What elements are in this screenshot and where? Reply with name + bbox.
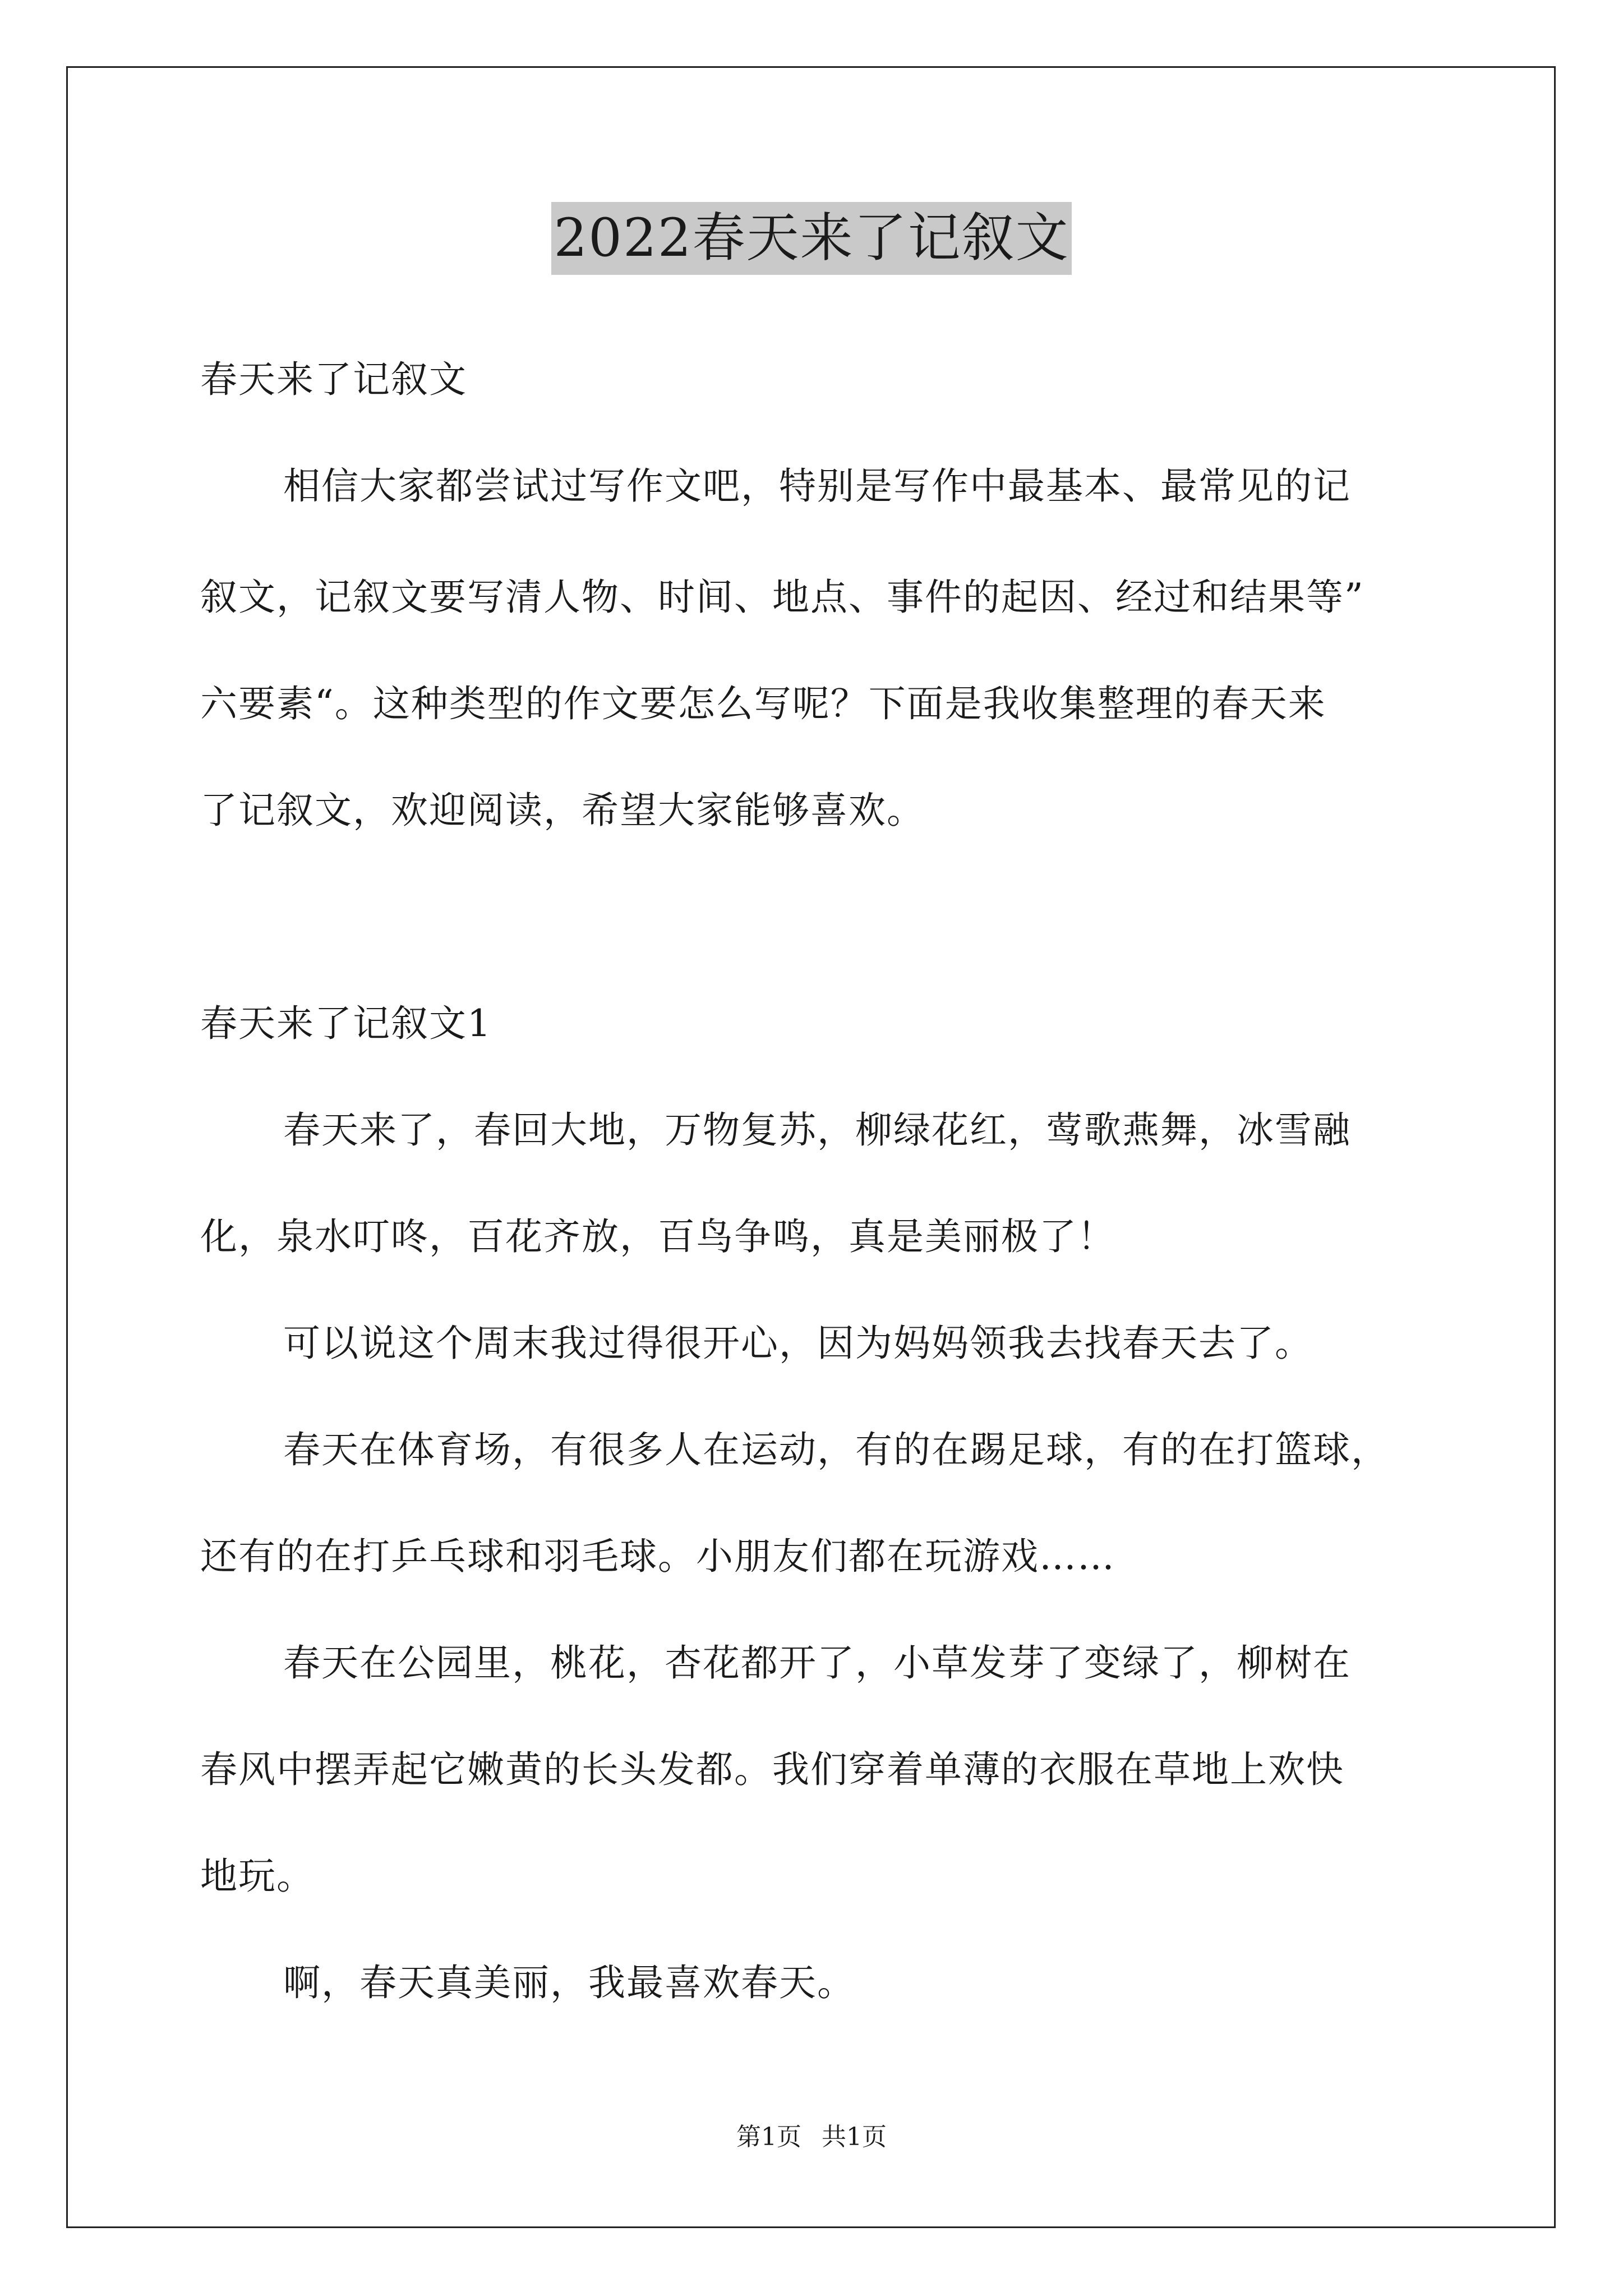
document-title: 2022春天来了记叙文 [551,202,1071,275]
paragraph-line: 春天在公园里，桃花，杏花都开了，小草发芽了变绿了，柳树在 [283,1641,1351,1685]
paragraph-line: 可以说这个周末我过得很开心，因为妈妈领我去找春天去了。 [283,1322,1313,1365]
subtitle: 春天来了记叙文 [200,358,467,401]
section-heading: 春天来了记叙文1 [200,1002,492,1045]
paragraph-line: 啊，春天真美丽，我最喜欢春天。 [283,1961,855,2004]
paragraph-line: 还有的在打乒乓球和羽毛球。小朋友们都在玩游戏…… [200,1535,1115,1578]
paragraph-line: 地玩。 [200,1855,315,1898]
paragraph-line: 春天在体育场，有很多人在运动，有的在踢足球，有的在打篮球， [283,1428,1389,1471]
paragraph-line: 化，泉水叮咚，百花齐放，百鸟争鸣，真是美丽极了！ [200,1215,1115,1258]
paragraph-line: 春天来了，春回大地，万物复苏，柳绿花红，莺歌燕舞，冰雪融 [283,1108,1351,1152]
intro-line: 了记叙文，欢迎阅读，希望大家能够喜欢。 [200,789,925,832]
paragraph-line: 春风中摆弄起它嫩黄的长头发都。我们穿着单薄的衣服在草地上欢快 [200,1748,1344,1791]
page-number: 第1页 [736,2123,801,2151]
intro-line: 叙文，记叙文要写清人物、时间、地点、事件的起因、经过和结果等” [200,576,1364,619]
page-count: 共1页 [822,2123,887,2151]
title-container [0,202,1623,275]
page-footer [0,2120,1623,2154]
intro-line: 六要素“。这种类型的作文要怎么写呢？下面是我收集整理的春天来 [200,682,1326,725]
intro-line: 相信大家都尝试过写作文吧，特别是写作中最基本、最常见的记 [283,464,1351,508]
